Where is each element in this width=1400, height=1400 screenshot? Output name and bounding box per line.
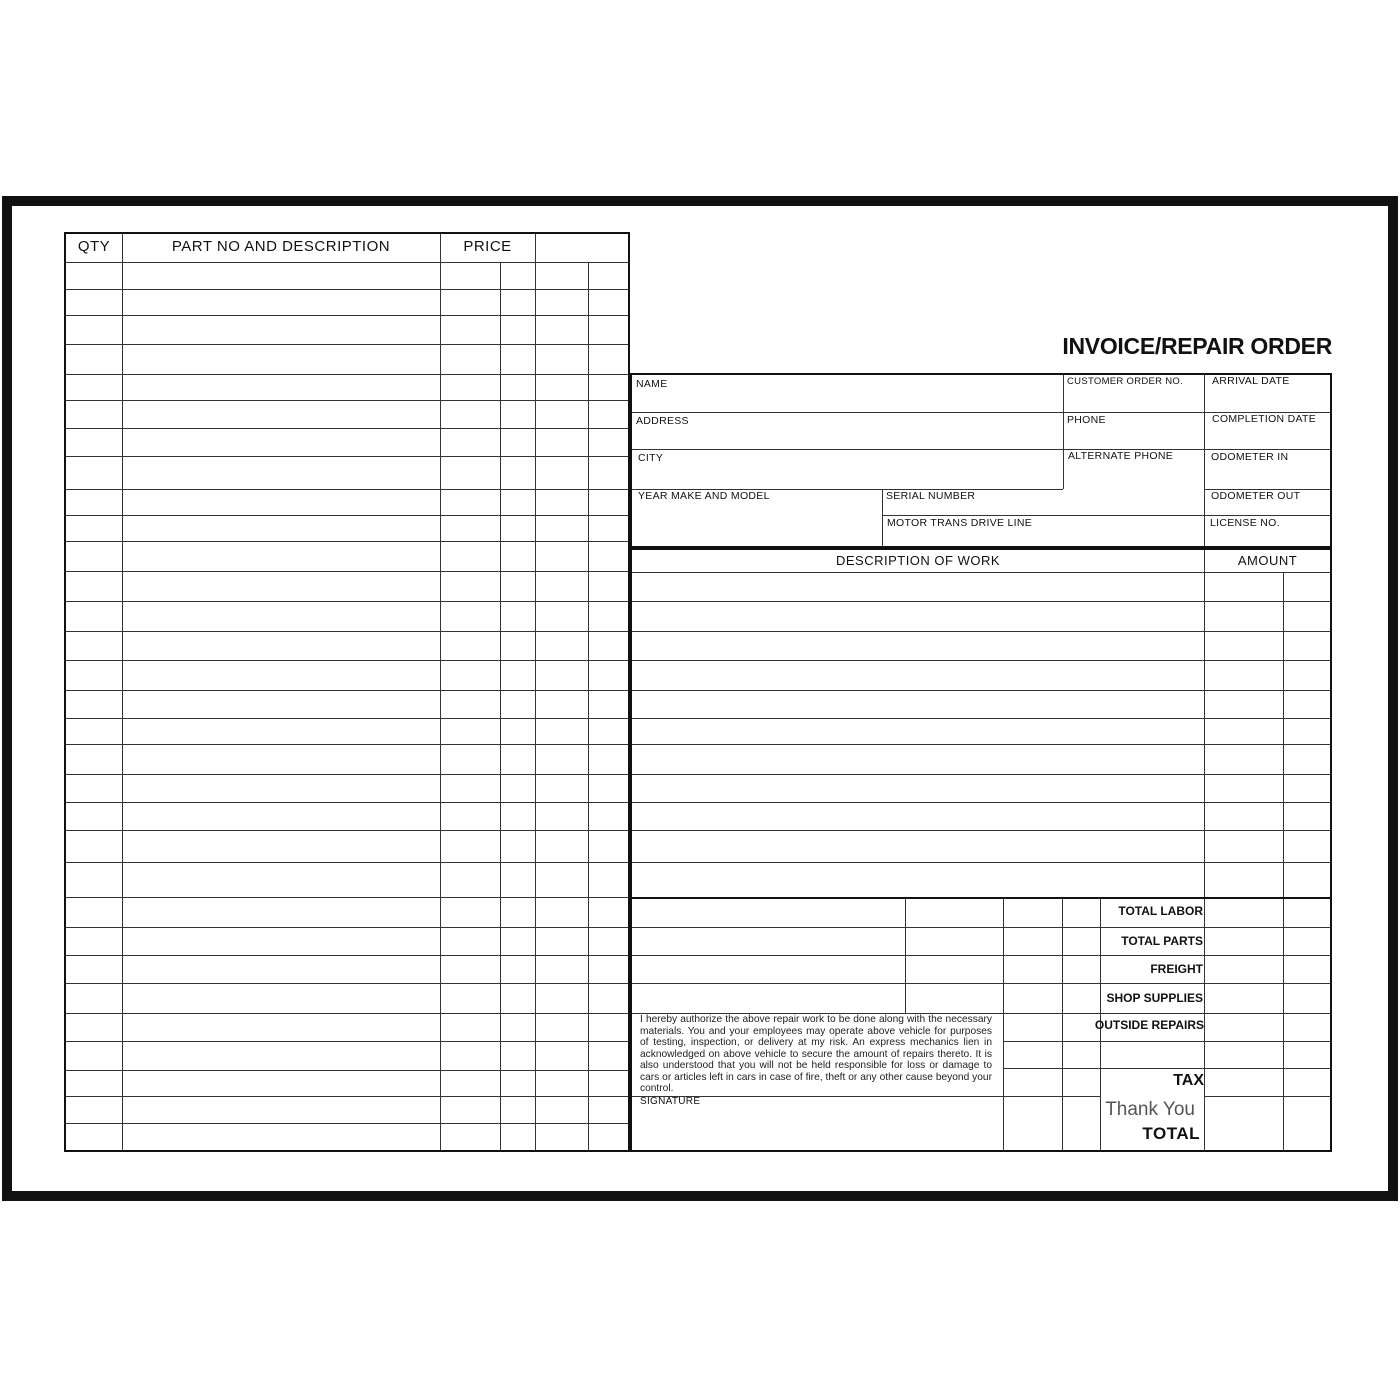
arrival-date-field[interactable]: ARRIVAL DATE xyxy=(1212,375,1290,387)
parts-row-line xyxy=(66,897,628,898)
info-row-line xyxy=(1204,515,1330,516)
work-row-line xyxy=(632,830,1330,831)
work-row-line xyxy=(632,744,1330,745)
summary-row-line xyxy=(1204,1096,1330,1097)
summary-row-line xyxy=(1003,1041,1330,1042)
amount-header: AMOUNT xyxy=(1237,553,1298,568)
summary-col-line xyxy=(1003,899,1004,1150)
parts-row-line xyxy=(66,774,628,775)
info-col-line xyxy=(882,489,883,546)
parts-row-line xyxy=(66,718,628,719)
thank-you-text: Thank You xyxy=(1105,1099,1195,1120)
work-row-line xyxy=(632,718,1330,719)
authorization-text: I hereby authorize the above repair work to be done along with the necessary materials. You and your employees may operate above vehicle for purposes of testing, inspection, or delivery at my risk. An express mechanics lien in acknowledged on above vehicle to secure the amount of repairs thereto. It is also understood that you will not be held responsible for loss or damage to cars or articles left in cars in case of fire, theft or any other cause beyond your control. xyxy=(640,1014,992,1094)
parts-row-line xyxy=(66,571,628,572)
address-field[interactable]: ADDRESS xyxy=(636,415,689,427)
parts-row-line xyxy=(66,744,628,745)
parts-row-line xyxy=(66,927,628,928)
work-row-line xyxy=(632,690,1330,691)
parts-row-line xyxy=(66,983,628,984)
parts-row-line xyxy=(66,690,628,691)
shop-supplies-label: SHOP SUPPLIES xyxy=(1106,991,1203,1005)
parts-row-line xyxy=(66,541,628,542)
parts-row-line xyxy=(66,515,628,516)
work-row-line xyxy=(632,572,1330,573)
parts-col-line xyxy=(535,234,536,1150)
parts-row-line xyxy=(66,315,628,316)
tax-label: TAX xyxy=(1173,1072,1204,1089)
work-row-line xyxy=(632,660,1330,661)
parts-col-line xyxy=(588,262,589,1150)
parts-row-line xyxy=(66,955,628,956)
parts-row-line xyxy=(66,802,628,803)
summary-divider xyxy=(632,897,1330,899)
parts-row-line xyxy=(66,1013,628,1014)
parts-row-line xyxy=(66,631,628,632)
summary-row-line xyxy=(1003,1096,1100,1097)
customer-order-no-field[interactable]: CUSTOMER ORDER NO. xyxy=(1067,376,1184,387)
license-no-field[interactable]: LICENSE NO. xyxy=(1210,517,1280,529)
work-col-line xyxy=(1283,572,1284,1150)
motor-trans-field[interactable]: MOTOR TRANS DRIVE LINE xyxy=(887,517,1033,529)
summary-row-line xyxy=(632,927,1330,928)
year-make-model-field[interactable]: YEAR MAKE AND MODEL xyxy=(638,490,770,502)
parts-row-line xyxy=(66,456,628,457)
work-row-line xyxy=(632,774,1330,775)
parts-row-line xyxy=(66,489,628,490)
parts-col-line xyxy=(500,262,501,1150)
info-col-line xyxy=(1063,375,1064,489)
parts-row-line xyxy=(66,262,628,263)
part-description-header: PART NO AND DESCRIPTION xyxy=(171,238,391,255)
parts-row-line xyxy=(66,830,628,831)
summary-row-line xyxy=(1003,1068,1330,1069)
total-label: TOTAL xyxy=(1142,1124,1200,1143)
parts-row-line xyxy=(66,344,628,345)
signature-field[interactable]: SIGNATURE xyxy=(640,1096,701,1107)
parts-row-line xyxy=(66,1070,628,1071)
summary-row-line xyxy=(632,955,1330,956)
work-row-line xyxy=(632,862,1330,863)
work-row-line xyxy=(632,802,1330,803)
description-of-work-header: DESCRIPTION OF WORK xyxy=(835,553,1001,568)
qty-header: QTY xyxy=(77,238,111,255)
summary-row-line xyxy=(632,983,1330,984)
completion-date-field[interactable]: COMPLETION DATE xyxy=(1212,413,1317,425)
parts-row-line xyxy=(66,374,628,375)
odometer-out-field[interactable]: ODOMETER OUT xyxy=(1211,490,1301,502)
freight-label: FREIGHT xyxy=(1150,962,1203,976)
parts-col-line xyxy=(122,234,123,1150)
summary-col-line xyxy=(1062,899,1063,1150)
total-labor-label: TOTAL LABOR xyxy=(1118,904,1203,918)
parts-row-line xyxy=(66,862,628,863)
info-row-line xyxy=(882,515,1204,516)
parts-row-line xyxy=(66,289,628,290)
parts-row-line xyxy=(66,1096,628,1097)
parts-row-line xyxy=(66,660,628,661)
parts-row-line xyxy=(66,400,628,401)
name-field[interactable]: NAME xyxy=(636,378,668,390)
outside-repairs-label: OUTSIDE REPAIRS xyxy=(1094,1018,1204,1032)
total-parts-label: TOTAL PARTS xyxy=(1121,934,1203,948)
work-row-line xyxy=(632,631,1330,632)
parts-row-line xyxy=(66,601,628,602)
work-col-line xyxy=(1204,550,1205,1150)
parts-table xyxy=(64,232,630,1152)
alternate-phone-field[interactable]: ALTERNATE PHONE xyxy=(1068,450,1174,462)
parts-row-line xyxy=(66,1041,628,1042)
parts-row-line xyxy=(66,1123,628,1124)
summary-col-line xyxy=(905,899,906,1013)
info-row-line xyxy=(632,449,1330,450)
parts-col-line xyxy=(440,234,441,1150)
odometer-in-field[interactable]: ODOMETER IN xyxy=(1211,451,1289,463)
phone-field[interactable]: PHONE xyxy=(1067,414,1106,426)
city-field[interactable]: CITY xyxy=(638,452,664,464)
parts-row-line xyxy=(66,428,628,429)
work-row-line xyxy=(632,601,1330,602)
page-title: INVOICE/REPAIR ORDER xyxy=(1062,333,1332,359)
price-header: PRICE xyxy=(463,238,512,255)
serial-number-field[interactable]: SERIAL NUMBER xyxy=(886,490,976,502)
info-col-line xyxy=(1204,375,1205,546)
